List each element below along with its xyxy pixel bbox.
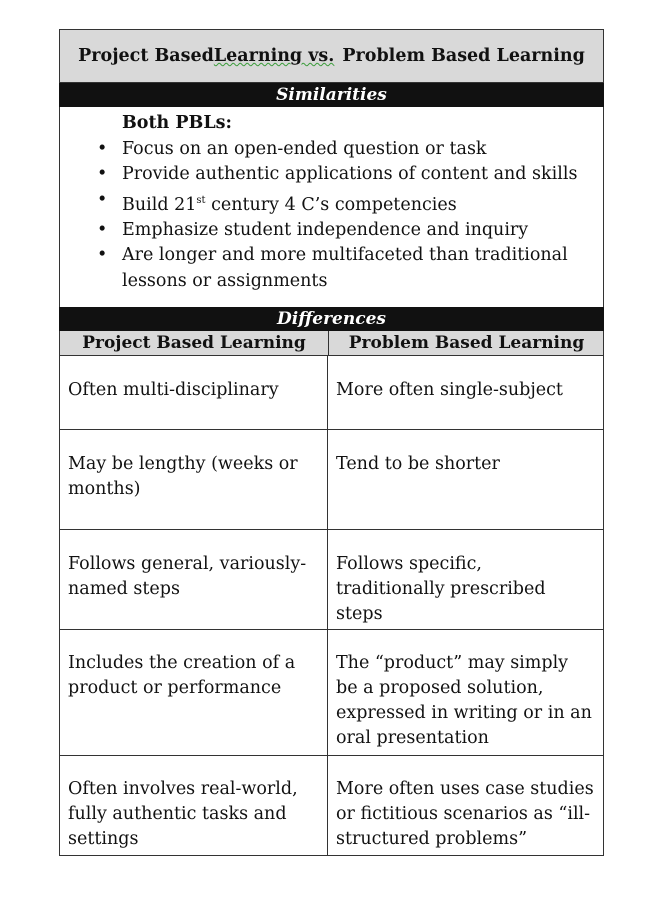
list-item: • Build 21st century 4 C’s competencies: [97, 189, 457, 215]
column-header-problem: Problem Based Learning: [348, 333, 585, 353]
project-cell: Often involves real-world, fully authentic tasks and settings: [60, 756, 328, 855]
list-item: • Are longer and more multifaceted than traditional lessons or assignments: [97, 245, 568, 291]
table-row: [59, 756, 604, 856]
table-row: [59, 530, 604, 630]
title-underlined: Learning vs.: [213, 46, 335, 66]
pbl-comparison-table: [59, 29, 604, 856]
table-row: [59, 356, 604, 430]
list-item: • Provide authentic applications of content and skills: [97, 164, 578, 184]
similarities-header: Similarities: [59, 83, 604, 107]
similarities-lead: Both PBLs:: [122, 113, 232, 133]
problem-cell: Tend to be shorter: [336, 454, 500, 474]
similarities-section: [59, 107, 604, 307]
differences-column-headers: [59, 331, 604, 356]
similarities-list: [60, 137, 603, 295]
list-item: • Focus on an open-ended question or task: [97, 138, 487, 159]
differences-header: Differences: [59, 307, 604, 331]
project-cell: May be lengthy (weeks or months): [60, 430, 328, 529]
problem-cell: The “product” may simply be a proposed solution, expressed in writing or in an oral presentation: [336, 653, 592, 748]
table-row: [59, 430, 604, 530]
table-title: [59, 29, 604, 83]
list-item: • Emphasize student independence and inquiry: [97, 219, 529, 240]
problem-cell: Follows specific, traditionally prescribed steps: [336, 554, 546, 624]
problem-cell: More often uses case studies or fictitious scenarios as “ill-structured problems”: [336, 779, 594, 849]
column-header-project: Project Based Learning: [60, 331, 329, 355]
project-cell: Often multi-disciplinary: [60, 356, 328, 429]
table-row: [59, 630, 604, 756]
title-left: Project Based: [78, 46, 214, 66]
project-cell: Follows general, variously-named steps: [60, 530, 328, 629]
title-right: Problem Based Learning: [342, 46, 585, 66]
problem-cell: More often single-subject: [336, 380, 563, 400]
project-cell: Includes the creation of a product or performance: [60, 630, 328, 755]
